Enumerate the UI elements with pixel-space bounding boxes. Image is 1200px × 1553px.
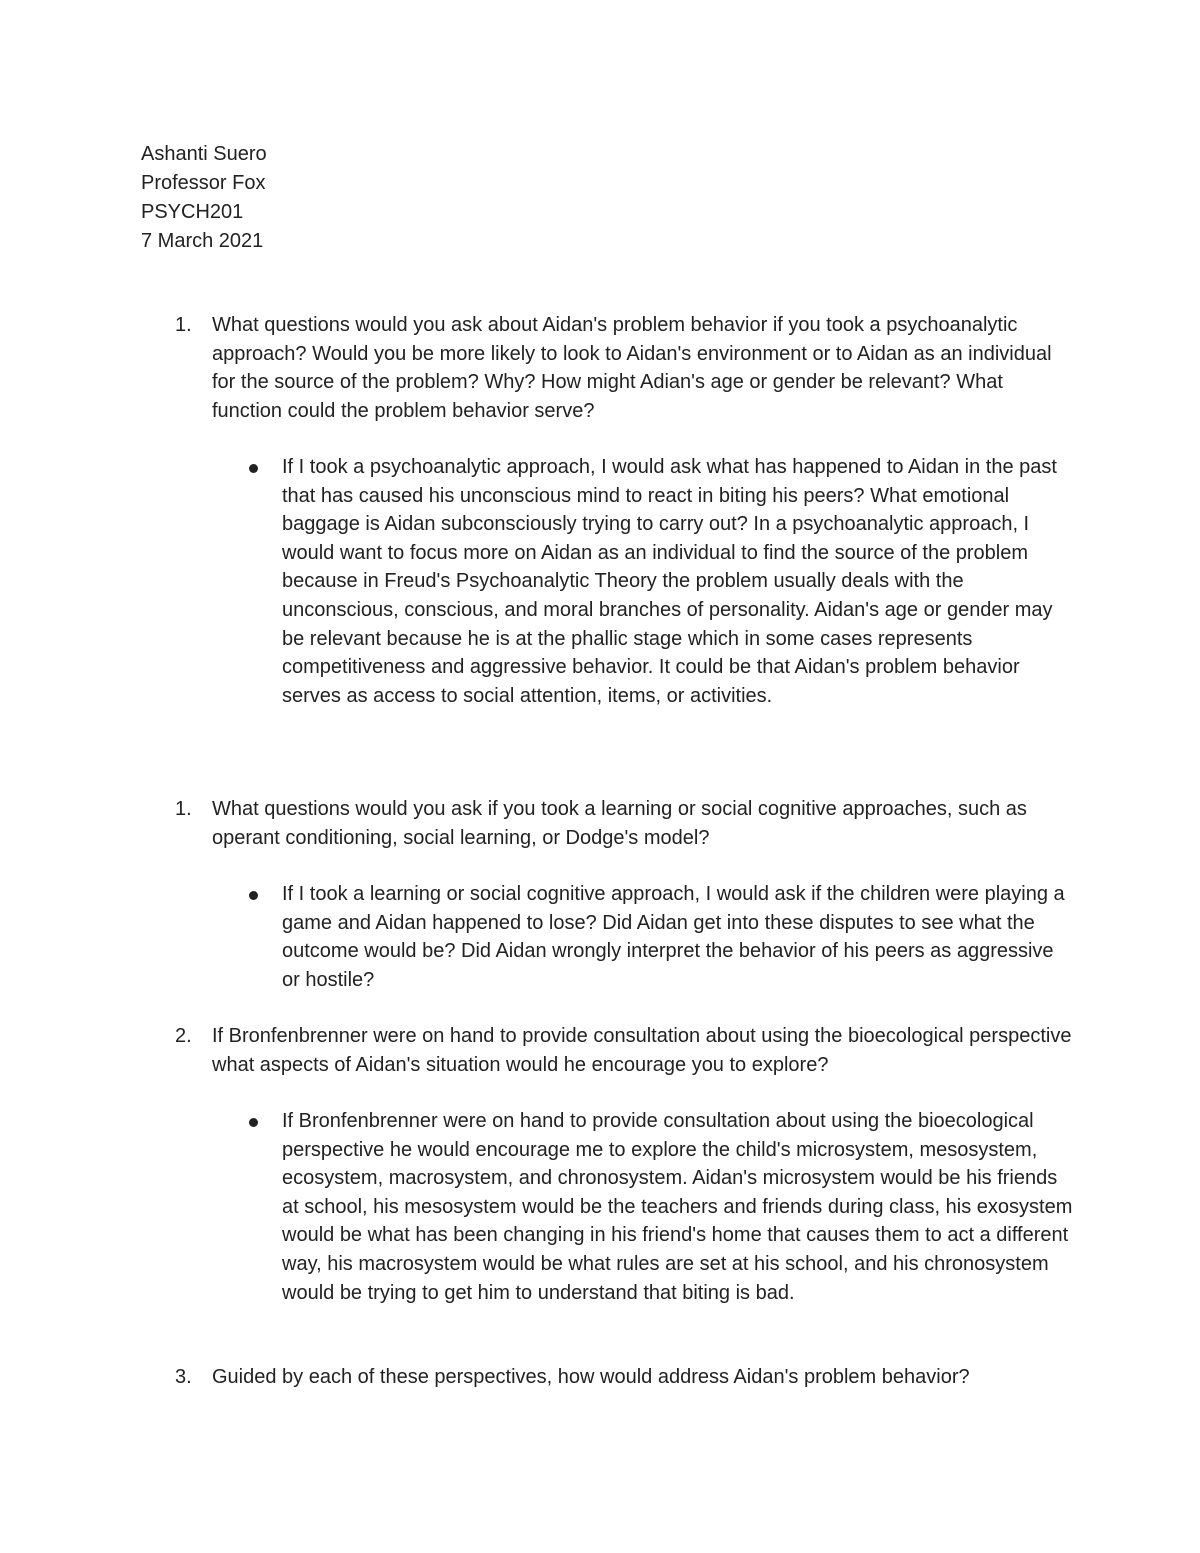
question-item xyxy=(175,795,1075,852)
student-name: Ashanti Suero xyxy=(141,143,267,165)
question-text: What questions would you ask if you took a learning or social cognitive approaches, such as operant conditioning, social learning, or Dodge's model? xyxy=(212,798,1027,849)
question-text: What questions would you ask about Aidan's problem behavior if you took a psychoanalytic approach? Would you be more likely to look to Aidan's environment or to Aidan as an individual for the source of the problem? Why? How might Adian's age or gender be relevant? What function could the problem behavior serve? xyxy=(212,314,1052,422)
question-text: If Bronfenbrenner were on hand to provide consultation about using the bioecological perspective what aspects of Aidan's situation would he encourage you to explore? xyxy=(212,1025,1072,1076)
professor-name: Professor Fox xyxy=(141,172,266,194)
answer-text: If Bronfenbrenner were on hand to provide consultation about using the bioecological perspective he would encourage me to explore the child's microsystem, mesosystem, ecosystem, macrosystem, and chronosystem. Aidan's microsystem would be his friends at school, his mesosystem would be the teachers and friends during class, his exosystem would be what has been changing in his friend's home that causes them to act a different way, his macrosystem would be what rules are set at his school, and his chronosystem would be trying to get him to understand that biting is bad. xyxy=(282,1110,1073,1304)
question-text: Guided by each of these perspectives, how would address Aidan's problem behavior? xyxy=(212,1366,970,1388)
question-number: 2. xyxy=(175,1025,192,1047)
question-item xyxy=(175,1363,1075,1392)
question-number: 1. xyxy=(175,314,192,336)
bullet-icon xyxy=(249,464,258,473)
answer-text: If I took a psychoanalytic approach, I would ask what has happened to Aidan in the past that has caused his unconscious mind to react in biting his peers? What emotional baggage is Aidan subconsciously trying to carry out? In a psychoanalytic approach, I would want to focus more on Aidan as an individual to find the source of the problem because in Freud's Psychoanalytic Theory the problem usually deals with the unconscious, conscious, and moral branches of personality. Aidan's age or gender may be relevant because he is at the phallic stage which in some cases represents competitiveness and aggressive behavior. It could be that Aidan's problem behavior serves as access to social attention, items, or activities. xyxy=(282,456,1057,707)
course-code: PSYCH201 xyxy=(141,201,244,223)
question-item xyxy=(175,1022,1075,1079)
document-header xyxy=(141,140,267,256)
answer-text: If I took a learning or social cognitive approach, I would ask if the children were playing a game and Aidan happened to lose? Did Aidan get into these disputes to see what the outcome would be? Did Aidan wrongly interpret the behavior of his peers as aggressive or hostile? xyxy=(282,883,1065,991)
answer-item xyxy=(246,1107,1076,1307)
question-number: 3. xyxy=(175,1366,192,1388)
document-date: 7 March 2021 xyxy=(141,230,264,252)
question-item xyxy=(175,311,1075,425)
answer-item xyxy=(246,453,1076,710)
answer-item xyxy=(246,880,1076,994)
bullet-icon xyxy=(249,891,258,900)
bullet-icon xyxy=(249,1118,258,1127)
question-number: 1. xyxy=(175,798,192,820)
